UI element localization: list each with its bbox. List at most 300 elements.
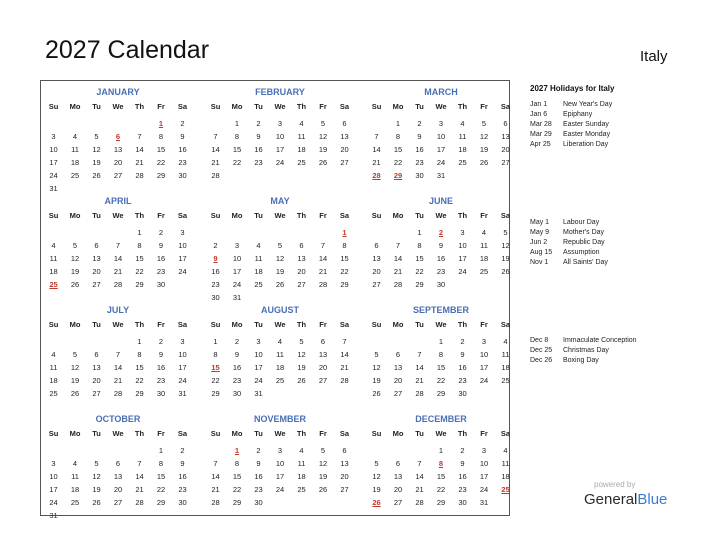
day-cell: 20 xyxy=(501,145,510,154)
day-cell: 3 xyxy=(180,228,185,237)
day-cell: 3 xyxy=(460,228,465,237)
day-cell: 3 xyxy=(234,241,240,250)
day-cell: 7 xyxy=(137,132,142,141)
day-cell: 22 xyxy=(232,485,242,494)
day-cell: 21 xyxy=(211,158,220,167)
day-cell: 22 xyxy=(232,158,242,167)
day-cell: 26 xyxy=(318,158,328,167)
weekday-label: Su xyxy=(371,320,382,329)
day-cell: 5 xyxy=(503,228,508,237)
day-cell: 13 xyxy=(113,472,123,481)
holiday-list-header: 2027 Holidays for Italy xyxy=(530,84,615,93)
weekday-label: Th xyxy=(296,320,307,329)
month-december xyxy=(366,410,516,518)
day-cell: 30 xyxy=(232,389,242,398)
weekday-label: Th xyxy=(134,102,145,111)
weekday-label: Sa xyxy=(500,320,511,329)
holiday-name: New Year's Day xyxy=(563,101,613,108)
weekday-label: Mo xyxy=(392,429,404,438)
day-cell: 30 xyxy=(436,280,446,289)
day-cell: 25 xyxy=(254,280,263,289)
day-cell: 4 xyxy=(481,228,487,237)
day-cell: 13 xyxy=(501,132,510,141)
holiday-name: All Saints' Day xyxy=(563,259,608,266)
weekday-label: Su xyxy=(371,102,382,111)
day-cell: 17 xyxy=(49,158,58,167)
weekday-label: Su xyxy=(210,320,221,329)
weekday-label: Su xyxy=(48,429,59,438)
day-cell: 14 xyxy=(113,254,123,263)
day-cell: 10 xyxy=(479,459,489,468)
day-cell: 28 xyxy=(211,171,220,180)
day-cell: 19 xyxy=(501,254,510,263)
day-cell: 12 xyxy=(372,363,381,372)
day-cell: 7 xyxy=(395,241,401,250)
day-cell: 26 xyxy=(318,485,328,494)
weekday-label: Fr xyxy=(319,429,327,438)
month-january xyxy=(43,83,193,191)
day-cell: 17 xyxy=(436,145,446,154)
weekday-label: Th xyxy=(296,429,307,438)
day-cell: 5 xyxy=(299,337,304,346)
weekday-label: Mo xyxy=(392,320,404,329)
day-cell: 23 xyxy=(178,158,187,167)
weekday-label: Fr xyxy=(319,211,327,220)
weekday-label: Tu xyxy=(415,320,424,329)
day-cell: 27 xyxy=(372,280,381,289)
day-cell: 10 xyxy=(49,472,58,481)
day-cell: 11 xyxy=(71,472,79,481)
day-cell: 30 xyxy=(178,498,187,507)
day-cell: 14 xyxy=(318,254,328,263)
weekday-label: Mo xyxy=(231,211,243,220)
day-cell: 17 xyxy=(178,363,187,372)
day-cell: 14 xyxy=(113,363,123,372)
month-name: JULY xyxy=(106,305,130,315)
day-cell: 1 xyxy=(395,119,401,128)
day-cell: 19 xyxy=(70,267,80,276)
day-cell: 30 xyxy=(254,498,263,507)
day-cell: 19 xyxy=(92,158,101,167)
weekday-label: Mo xyxy=(231,102,243,111)
weekday-label: Sa xyxy=(177,429,188,438)
weekday-label: Mo xyxy=(392,211,404,220)
day-cell: 11 xyxy=(49,363,58,372)
day-cell: 13 xyxy=(340,132,349,141)
weekday-label: Fr xyxy=(157,429,165,438)
day-cell: 7 xyxy=(213,132,218,141)
day-cell: 16 xyxy=(156,363,166,372)
holiday-entry xyxy=(530,248,600,258)
day-cell: 21 xyxy=(415,485,424,494)
day-cell: 27 xyxy=(92,280,101,289)
day-cell: 10 xyxy=(178,350,187,359)
day-cell: 22 xyxy=(135,267,144,276)
day-cell: 7 xyxy=(417,350,422,359)
day-cell: 15 xyxy=(156,145,166,154)
day-cell: 11 xyxy=(480,241,488,250)
day-cell: 26 xyxy=(501,267,510,276)
day-cell: 4 xyxy=(51,241,56,250)
day-cell: 15 xyxy=(135,254,144,263)
weekday-label: Sa xyxy=(177,211,188,220)
day-cell: 17 xyxy=(275,472,285,481)
weekday-label: We xyxy=(435,211,447,220)
day-cell: 28 xyxy=(135,498,144,507)
weekday-label: We xyxy=(274,211,286,220)
weekday-label: We xyxy=(112,102,124,111)
day-cell: 21 xyxy=(372,158,381,167)
weekday-label: Su xyxy=(210,211,221,220)
day-cell: 5 xyxy=(277,241,283,250)
day-cell: 5 xyxy=(94,132,99,141)
weekday-label: Sa xyxy=(500,211,511,220)
day-cell: 1 xyxy=(158,446,164,455)
weekday-label: Tu xyxy=(92,102,101,111)
holiday-date: Jun 2 xyxy=(530,239,548,246)
day-cell: 24 xyxy=(275,158,285,167)
day-cell: 10 xyxy=(436,132,446,141)
day-cell: 26 xyxy=(92,171,101,180)
day-cell: 6 xyxy=(299,241,304,250)
weekday-label: Fr xyxy=(319,102,327,111)
day-cell: 16 xyxy=(458,363,467,372)
weekday-label: Sa xyxy=(339,320,350,329)
holiday-entry xyxy=(530,110,592,120)
day-cell: 9 xyxy=(234,350,240,359)
weekday-label: Su xyxy=(210,102,221,111)
day-cell: 4 xyxy=(256,241,261,250)
weekday-label: Fr xyxy=(480,429,488,438)
day-cell: 16 xyxy=(178,472,187,481)
day-cell: 15 xyxy=(232,145,242,154)
day-cell: 23 xyxy=(415,158,424,167)
day-cell: 30 xyxy=(415,171,424,180)
holiday-name: Assumption xyxy=(563,249,600,256)
day-cell: 6 xyxy=(320,337,326,346)
day-cell: 28 xyxy=(113,389,123,398)
day-cell: 5 xyxy=(72,350,78,359)
day-cell: 17 xyxy=(275,145,285,154)
day-cell: 8 xyxy=(438,350,444,359)
holiday-entry xyxy=(530,120,609,130)
day-cell: 23 xyxy=(156,376,166,385)
day-cell: 14 xyxy=(415,472,424,481)
day-cell: 18 xyxy=(49,376,58,385)
day-cell: 19 xyxy=(297,363,306,372)
holiday-name: Easter Monday xyxy=(563,131,611,138)
month-name: SEPTEMBER xyxy=(412,305,469,315)
day-cell: 26 xyxy=(70,280,80,289)
weekday-label: We xyxy=(112,429,124,438)
day-cell: 24 xyxy=(178,267,187,276)
weekday-label: Fr xyxy=(480,320,488,329)
day-cell: 2 xyxy=(460,337,465,346)
day-cell: 18 xyxy=(458,145,467,154)
day-cell: 10 xyxy=(275,132,285,141)
day-cell: 28 xyxy=(318,280,328,289)
day-cell: 22 xyxy=(415,267,424,276)
day-cell: 21 xyxy=(113,267,123,276)
holiday-name: Boxing Day xyxy=(563,357,599,364)
day-cell: 12 xyxy=(479,132,489,141)
day-cell: 31 xyxy=(254,389,263,398)
day-cell: 24 xyxy=(178,376,187,385)
day-cell: 30 xyxy=(156,389,166,398)
day-cell: 10 xyxy=(458,241,467,250)
day-cell: 12 xyxy=(70,363,80,372)
day-cell: 4 xyxy=(72,132,78,141)
calendar-grid xyxy=(40,80,511,520)
weekday-label: Mo xyxy=(392,102,404,111)
holiday-name: Republic Day xyxy=(563,239,605,246)
day-cell: 10 xyxy=(254,350,263,359)
day-cell: 3 xyxy=(180,337,185,346)
weekday-label: Th xyxy=(134,211,145,220)
day-cell: 29 xyxy=(415,280,424,289)
day-cell: 6 xyxy=(342,446,347,455)
holiday-date: May 1 xyxy=(530,219,550,226)
day-cell: 2 xyxy=(158,337,164,346)
day-cell: 26 xyxy=(297,376,306,385)
day-cell: 6 xyxy=(115,459,121,468)
day-cell: 28 xyxy=(135,171,144,180)
day-cell: 24 xyxy=(479,485,489,494)
holiday-entry xyxy=(530,356,599,366)
day-cell: 27 xyxy=(113,498,123,507)
day-cell: 16 xyxy=(211,267,220,276)
weekday-label: Fr xyxy=(157,102,165,111)
day-cell: 29 xyxy=(436,389,446,398)
day-cell: 19 xyxy=(372,485,381,494)
day-cell: 6 xyxy=(94,350,99,359)
day-cell: 11 xyxy=(501,350,510,359)
day-cell: 3 xyxy=(51,132,56,141)
day-cell: 27 xyxy=(318,376,328,385)
day-cell: 11 xyxy=(501,459,510,468)
day-cell: 22 xyxy=(436,376,446,385)
holiday-name: Labour Day xyxy=(563,219,600,226)
day-cell: 16 xyxy=(436,254,446,263)
weekday-label: Fr xyxy=(157,320,165,329)
weekday-label: Sa xyxy=(500,102,511,111)
day-cell: 17 xyxy=(458,254,467,263)
day-cell: 3 xyxy=(256,337,261,346)
day-cell: 6 xyxy=(342,119,347,128)
day-cell: 31 xyxy=(49,511,58,520)
day-cell: 4 xyxy=(460,119,465,128)
weekday-label: Su xyxy=(48,211,59,220)
holiday-entry xyxy=(530,140,608,150)
weekday-label: Sa xyxy=(177,102,188,111)
day-cell: 25 xyxy=(70,171,80,180)
day-cell: 19 xyxy=(318,145,328,154)
day-cell: 23 xyxy=(458,485,467,494)
brand-logo xyxy=(584,491,667,508)
weekday-label: Fr xyxy=(480,102,488,111)
holiday-entry xyxy=(530,100,612,110)
day-cell: 14 xyxy=(135,145,144,154)
day-cell: 6 xyxy=(374,241,379,250)
day-cell: 19 xyxy=(275,267,285,276)
holiday-date: Nov 1 xyxy=(530,259,549,266)
weekday-label: Th xyxy=(457,102,468,111)
weekday-label: Tu xyxy=(415,429,424,438)
day-cell: 15 xyxy=(436,472,446,481)
day-cell: 12 xyxy=(297,350,306,359)
day-cell: 25 xyxy=(297,158,306,167)
day-cell: 9 xyxy=(158,350,164,359)
day-cell: 25 xyxy=(70,498,80,507)
day-cell: 2 xyxy=(213,241,218,250)
day-cell: 29 xyxy=(135,280,144,289)
weekday-label: Tu xyxy=(92,211,101,220)
month-name: MARCH xyxy=(424,87,458,97)
weekday-label: Sa xyxy=(339,211,350,220)
day-cell: 27 xyxy=(393,389,403,398)
day-cell: 3 xyxy=(481,337,487,346)
day-cell: 2 xyxy=(234,337,240,346)
day-cell: 22 xyxy=(156,158,166,167)
day-cell: 9 xyxy=(460,350,465,359)
day-cell: 8 xyxy=(234,132,240,141)
holiday-date: Aug 15 xyxy=(530,249,553,256)
day-cell: 24 xyxy=(436,158,446,167)
day-cell: 18 xyxy=(297,145,306,154)
day-cell: 21 xyxy=(415,376,424,385)
month-name: FEBRUARY xyxy=(255,87,305,97)
day-cell: 8 xyxy=(137,350,142,359)
weekday-label: Mo xyxy=(231,429,243,438)
day-cell: 6 xyxy=(395,350,401,359)
day-cell: 2 xyxy=(158,228,164,237)
month-november xyxy=(205,410,355,518)
day-cell: 28 xyxy=(415,389,424,398)
day-cell: 30 xyxy=(458,389,467,398)
day-cell: 30 xyxy=(458,498,467,507)
day-cell: 14 xyxy=(372,145,381,154)
month-may xyxy=(205,192,355,300)
day-cell: 4 xyxy=(503,446,508,455)
weekday-label: Su xyxy=(48,320,59,329)
day-cell: 17 xyxy=(479,472,489,481)
day-cell: 21 xyxy=(318,267,328,276)
day-cell: 5 xyxy=(320,119,326,128)
day-cell: 7 xyxy=(137,459,142,468)
weekday-label: Mo xyxy=(69,320,81,329)
month-june xyxy=(366,192,516,300)
weekday-label: We xyxy=(274,320,286,329)
day-cell: 23 xyxy=(178,485,187,494)
holiday-name: Immaculate Conception xyxy=(563,337,637,344)
day-cell: 11 xyxy=(276,350,284,359)
month-name: MAY xyxy=(270,196,290,206)
day-cell: 18 xyxy=(254,267,263,276)
day-cell: 12 xyxy=(275,254,285,263)
month-name: APRIL xyxy=(104,196,132,206)
weekday-label: Fr xyxy=(319,320,327,329)
day-cell: 2 xyxy=(417,119,422,128)
day-cell: 9 xyxy=(180,459,185,468)
weekday-label: Tu xyxy=(415,102,424,111)
day-cell: 3 xyxy=(51,459,56,468)
month-october xyxy=(43,410,193,518)
day-cell: 21 xyxy=(135,158,144,167)
day-cell: 26 xyxy=(275,280,285,289)
day-cell: 10 xyxy=(232,254,242,263)
country-label: Italy xyxy=(640,48,668,65)
day-cell: 29 xyxy=(156,498,166,507)
day-cell: 31 xyxy=(232,293,242,302)
day-cell: 8 xyxy=(417,241,422,250)
day-cell: 3 xyxy=(277,119,283,128)
holiday-day-cell: 1 xyxy=(158,119,164,128)
day-cell: 4 xyxy=(299,119,304,128)
holiday-day-cell: 8 xyxy=(438,459,444,468)
holiday-entry xyxy=(530,228,604,238)
weekday-label: Tu xyxy=(254,102,263,111)
day-cell: 21 xyxy=(135,485,144,494)
day-cell: 21 xyxy=(393,267,403,276)
holiday-entry xyxy=(530,258,608,268)
weekday-label: We xyxy=(112,211,124,220)
day-cell: 7 xyxy=(342,337,347,346)
day-cell: 5 xyxy=(374,350,379,359)
day-cell: 13 xyxy=(393,363,403,372)
day-cell: 4 xyxy=(51,350,56,359)
holiday-entry xyxy=(530,238,605,248)
day-cell: 30 xyxy=(211,293,220,302)
day-cell: 15 xyxy=(415,254,424,263)
day-cell: 5 xyxy=(374,459,379,468)
day-cell: 1 xyxy=(234,119,240,128)
day-cell: 13 xyxy=(372,254,381,263)
day-cell: 24 xyxy=(49,171,58,180)
weekday-label: Tu xyxy=(92,320,101,329)
day-cell: 6 xyxy=(94,241,99,250)
day-cell: 22 xyxy=(393,158,403,167)
day-cell: 3 xyxy=(481,446,487,455)
weekday-label: Su xyxy=(371,211,382,220)
weekday-label: We xyxy=(112,320,124,329)
day-cell: 5 xyxy=(481,119,487,128)
day-cell: 30 xyxy=(156,280,166,289)
month-name: NOVEMBER xyxy=(253,414,306,424)
weekday-label: We xyxy=(274,102,286,111)
weekday-label: Th xyxy=(457,320,468,329)
day-cell: 23 xyxy=(436,267,446,276)
day-cell: 6 xyxy=(503,119,508,128)
month-name: JUNE xyxy=(428,196,453,206)
weekday-label: Tu xyxy=(254,211,263,220)
day-cell: 18 xyxy=(70,158,80,167)
day-cell: 8 xyxy=(395,132,401,141)
weekday-label: Tu xyxy=(254,429,263,438)
day-cell: 13 xyxy=(92,363,101,372)
day-cell: 4 xyxy=(503,337,508,346)
weekday-label: Tu xyxy=(92,429,101,438)
weekday-label: Fr xyxy=(157,211,165,220)
day-cell: 2 xyxy=(256,119,261,128)
day-cell: 14 xyxy=(211,145,220,154)
day-cell: 1 xyxy=(438,337,444,346)
day-cell: 19 xyxy=(479,145,489,154)
day-cell: 14 xyxy=(415,363,424,372)
day-cell: 31 xyxy=(479,498,489,507)
month-march xyxy=(366,83,516,191)
day-cell: 14 xyxy=(340,350,349,359)
day-cell: 29 xyxy=(211,389,220,398)
